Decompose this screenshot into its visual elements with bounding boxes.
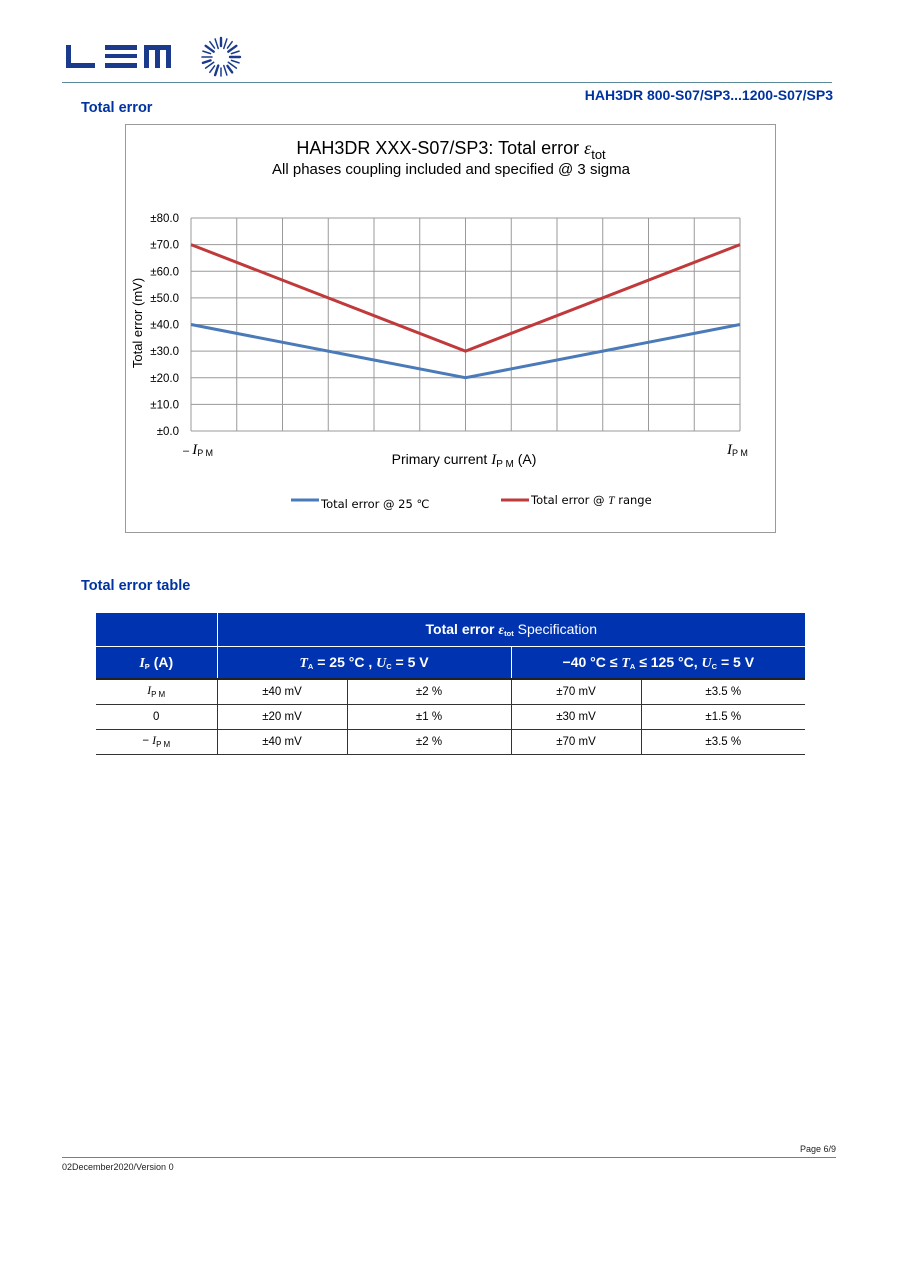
starburst-ray xyxy=(210,66,215,72)
table-row xyxy=(96,705,805,730)
y-tick-label: ±30.0 xyxy=(150,346,179,359)
chart-title: HAH3DR XXX-S07/SP3: Total error $\varepsilon_{tot}$ xyxy=(296,138,606,162)
table-header-cond-25c: $T_A = 25$ °C , $U_C = 5$ V xyxy=(217,647,511,680)
chart-frame xyxy=(125,124,776,533)
table-row xyxy=(96,679,805,705)
chart-subtitle: All phases coupling included and specified @ 3 sigma xyxy=(272,161,630,178)
cell-pct-range: ±1.5 % xyxy=(641,705,805,730)
cell-pct-25c: ±2 % xyxy=(347,679,511,705)
total-error-chart xyxy=(126,125,775,532)
table-header-row-2 xyxy=(96,647,805,680)
y-tick-label: ±50.0 xyxy=(150,292,179,305)
cell-pct-25c: ±2 % xyxy=(347,730,511,755)
lem-wordmark xyxy=(66,45,171,68)
y-tick-label: ±60.0 xyxy=(150,266,179,279)
lem-logo xyxy=(64,34,244,87)
starburst-ray xyxy=(224,66,227,76)
starburst-ray xyxy=(231,51,239,53)
cell-mv-range: ±70 mV xyxy=(511,679,641,705)
starburst-ray xyxy=(228,46,236,52)
starburst-ray xyxy=(227,42,232,48)
starburst-ray xyxy=(224,39,227,49)
x-axis-label: Primary current $I_{P M}$ (A) xyxy=(391,451,537,470)
table-header-ip: $I_P$ (A) xyxy=(96,647,217,680)
cell-ip: 0 xyxy=(96,705,217,730)
footer-rule xyxy=(62,1157,836,1158)
cell-mv-range: ±30 mV xyxy=(511,705,641,730)
y-tick-labels xyxy=(150,213,179,438)
table-header-cond-range: −40 $^\circ C \le T_A \le 125$ °C, $U_C = 5$ V xyxy=(511,647,805,680)
cell-ip: − $I_{P M}$ xyxy=(96,730,217,755)
document-title: HAH3DR 800-S07/SP3...1200-S07/SP3 xyxy=(584,87,833,103)
y-tick-label: ±80.0 xyxy=(150,213,179,225)
starburst-ray xyxy=(206,46,214,52)
y-tick-label: ±70.0 xyxy=(150,239,179,252)
chart-legend xyxy=(291,493,652,511)
legend-label-25c: Total error @ 25 ℃ xyxy=(321,497,430,511)
y-axis-label: Total error (mV) xyxy=(130,277,145,369)
cell-pct-25c: ±1 % xyxy=(347,705,511,730)
total-error-table xyxy=(96,613,805,755)
table-header-row-1 xyxy=(96,613,805,647)
starburst-icon xyxy=(202,38,240,76)
starburst-ray xyxy=(203,60,211,62)
document-date-version: 02December2020/Version 0 xyxy=(62,1162,174,1172)
cell-mv-25c: ±20 mV xyxy=(217,705,347,730)
chart-grid xyxy=(191,218,740,431)
starburst-ray xyxy=(227,66,232,72)
cell-mv-range: ±70 mV xyxy=(511,730,641,755)
table-header-spec: Total error $\varepsilon_{tot}$ Specification xyxy=(217,613,805,647)
y-tick-label: ±0.0 xyxy=(156,426,179,438)
section-title-total-error-table: Total error table xyxy=(81,578,191,594)
y-tick-label: ±20.0 xyxy=(150,372,179,385)
cell-mv-25c: ±40 mV xyxy=(217,679,347,705)
page-number: Page 6/9 xyxy=(799,1144,836,1154)
cell-pct-range: ±3.5 % xyxy=(641,679,805,705)
starburst-ray xyxy=(215,39,218,49)
y-tick-label: ±40.0 xyxy=(150,319,179,332)
header-rule xyxy=(62,82,832,83)
table-header-empty xyxy=(96,613,217,647)
x-tick-neg-ipm: – IP M xyxy=(183,442,214,458)
starburst-ray xyxy=(210,42,215,48)
table-row xyxy=(96,730,805,755)
starburst-ray xyxy=(231,60,239,62)
starburst-ray xyxy=(215,66,218,76)
cell-mv-25c: ±40 mV xyxy=(217,730,347,755)
cell-pct-range: ±3.5 % xyxy=(641,730,805,755)
x-tick-pos-ipm: IP M xyxy=(727,442,748,458)
y-tick-label: ±10.0 xyxy=(150,399,179,412)
legend-label-t-range: Total error @ T range xyxy=(531,493,652,507)
starburst-ray xyxy=(206,62,214,68)
starburst-ray xyxy=(203,51,211,53)
cell-ip: $I_{P M}$ xyxy=(96,679,217,705)
section-title-total-error: Total error xyxy=(81,100,153,116)
